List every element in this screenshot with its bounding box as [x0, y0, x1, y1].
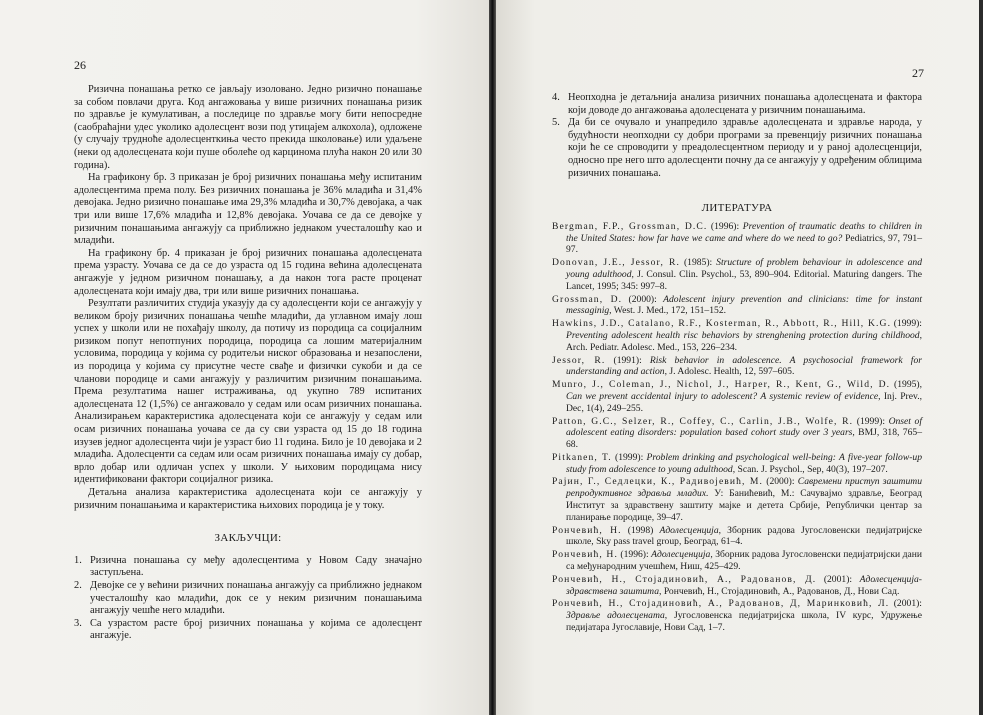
reference-source: , Зборник радова Југословенски педијатријске школе, Sky pass travel group, Београд, 61–4. — [566, 524, 922, 548]
reference-year: (1999): — [611, 451, 647, 463]
reference-item — [552, 221, 922, 256]
reference-year: (2000): — [622, 293, 664, 305]
reference-authors: Pitkanen, T. — [552, 451, 612, 463]
reference-item — [552, 525, 922, 549]
right-page-body — [552, 92, 922, 635]
paragraph: На графикону бр. 3 приказан је број ризичних понашања међу испитаним адолесцентима према полу. Без ризичних понашања је 36% младића и 31,4% девојака. Једно ризично понашање има 29,3% младића и 30,7% девојака, а чак три или више 17,6% младића и 12,8% девојака. Уочава се да се девојке у ризичним понашањима ангажују са приближно једнаком учесталошћу као и младићи. — [74, 172, 422, 247]
reference-year: (1999): — [853, 415, 889, 427]
reference-year: (2001): — [889, 598, 922, 610]
reference-source: , Рончевић, Н., Стојадиновић, А., Радованов, Д., Нови Сад. — [659, 585, 900, 597]
paragraph: Детаљна анализа карактеристика адолесцената који се ангажују у ризичним понашањима и карактеристика њихових породица је у току. — [74, 487, 422, 511]
reference-item — [552, 379, 922, 414]
reference-item — [552, 452, 922, 476]
reference-title: Structure of problem behaviour in adolescence and young adulthood — [566, 257, 922, 280]
reference-source: , West. J. Med., 172, 151–152. — [609, 305, 727, 317]
reference-authors: Bergman, F.P., Grossman, D.C. — [552, 220, 708, 232]
right-page — [496, 0, 983, 715]
list-number: 1. — [74, 554, 82, 566]
reference-source: Pediatrics, 97, 791–97. — [566, 232, 922, 256]
reference-authors: Grossman, D. — [552, 293, 623, 305]
conclusion-text: Неопходна је детаљнија анализа ризичних понашања адолесцената и фактора који доводе до ангажовања адолесцената у ризичним понашањима. — [568, 92, 922, 116]
reference-title: Problem drinking and psychological well-being: A five-year follow-up study from adolescence to young adulthood — [566, 451, 923, 475]
reference-authors: Рончевић, Н. — [552, 549, 618, 561]
conclusion-text: Са узрастом расте број ризичних понашања у којима се адолесцент ангажује. — [90, 617, 422, 642]
reference-authors: Рончевић, Н., Стојадиновић, А., Радованов, Д. — [552, 573, 817, 585]
reference-item — [552, 598, 922, 633]
reference-title: Адолесценција-здравствена заштита — [566, 573, 922, 597]
page-number: 27 — [912, 66, 924, 80]
reference-item — [552, 355, 922, 379]
conclusion-item — [552, 117, 922, 180]
reference-source: , Inj. Prev., Dec, 1(4), 249–255. — [566, 390, 922, 414]
reference-title: Prevention of traumatic deaths to children in the United States: how far have we came and where do we need to go? — [566, 220, 923, 244]
paragraph: Резултати различитих студија указују да су адолесценти који се ангажују у великом броју ризичних понашања чешће младићи, да углавном имају лош успех у школи или не похађају школу, да потичу из породица са социјалним ризиком попут непотпуних породица, породица са лошим материјалним условима, породица у којима су родитељи ниског образовања и незапослени, из породица у којима су присутне честе свађе и физички сукоби и да се чланови породице и сами ангажују у различитим ризичним понашањима. Према резултатима нашег истраживања, од укупно 789 испитаних адолесцената 12 (1,5%) се ангажовало у седам или осам ризичних понашања. Анализирањем карактеристика адолесцената који се ангажују у седам или осам ризичних понашања уочава се да су сви узраста од 15 до 18 година изузев једног адолесцента чији је узраст био 11 година. Било је 10 девојака и 2 младића. Адолесценти са седам или осам ризичних понашања имају су добар, врло добар или одличан успех у школи. У њиховим породицама нису идентификовани фактори социјалног ризика. — [74, 298, 422, 486]
left-page-body — [74, 84, 422, 643]
reference-source: , J. Adolesc. Health, 12, 597–605. — [664, 366, 795, 378]
reference-item — [552, 549, 922, 573]
list-number: 3. — [74, 617, 82, 629]
reference-item — [552, 257, 922, 292]
reference-title: Савремени приступ заштити репродуктивног здравља младих. — [566, 476, 922, 500]
reference-year: (1996): — [617, 549, 652, 561]
reference-authors: Рајин, Г., Седлецки, К., Радивојевић, М. — [552, 476, 764, 488]
book-gutter — [489, 0, 496, 715]
reference-item — [552, 318, 922, 353]
references-heading: ЛИТЕРАТУРА — [701, 202, 773, 215]
reference-year: (1998) — [621, 524, 660, 536]
reference-title: Risk behavior in adolescence. A psychosocial framework for understanding and action — [566, 354, 922, 378]
reference-authors: Hawkins, J.D., Catalano, R.F., Kosterman, R., Abbott, R., Hill, K.G. — [552, 318, 892, 330]
reference-year: (2001): — [816, 573, 860, 585]
reference-title: Адолесценција — [651, 549, 711, 561]
reference-authors: Munro, J., Coleman, J., Nichol, J., Harper, R., Kent, G., Wild, D. — [552, 379, 891, 391]
reference-title: Адолесценција — [659, 524, 719, 536]
left-page — [0, 0, 489, 715]
conclusions-list — [74, 555, 422, 643]
reference-authors: Рончевић, Н. — [552, 524, 622, 536]
reference-year: (1985): — [680, 257, 717, 269]
paragraph: На графикону бр. 4 приказан је број ризичних понашања адолесцената према узрасту. Уочава се да се до узраста од 15 година већина адолесцената ангажује у једном ризичном понашању, а да након тога расте проценат адолесцената који имају два, три или више ризичних понашања. — [74, 247, 422, 297]
conclusions-heading: ЗАКЉУЧЦИ: — [214, 532, 282, 545]
reference-year: (1995), — [890, 379, 923, 391]
conclusion-item — [74, 580, 422, 618]
reference-item — [552, 574, 922, 598]
reference-item — [552, 416, 922, 451]
reference-source: , Arch. Pediatr. Adolesc. Med., 153, 226–234. — [566, 329, 922, 353]
conclusion-item — [552, 92, 922, 117]
conclusion-text: Ризична понашања су међу адолесцентима у Новом Саду значајно заступљена. — [90, 554, 422, 579]
page-number: 26 — [74, 58, 86, 72]
reference-item — [552, 476, 922, 523]
reference-title: Preventing adolescent health risc behaviors by strenghening protection during childhood — [566, 329, 920, 341]
reference-year: (1999): — [891, 318, 922, 330]
reference-year: (1996): — [707, 220, 743, 232]
list-number: 5. — [552, 117, 560, 129]
conclusion-item — [74, 618, 422, 643]
reference-source: , Зборник радова Југословенски педијатријски дани са међународним учешћем, Ниш, 425–429. — [566, 549, 922, 573]
paragraph: Ризична понашања ретко се јављају изоловано. Једно ризично понашање за собом повлачи друга. Код ангажовања у више ризичних понашања ризик по здравље је кумулативан, а последице по здравље могу бити непосредне (саобраћајни удес уколико адолесцент вози под утицајем алкохола), одложене (у случају трудноће адолесценткиња често прекида школовање) или удаљене (неки од адолесцената који пуше оболеће од карцинома плућа након 20 или 30 година). — [74, 84, 422, 171]
reference-authors: Jessor, R. — [552, 354, 606, 366]
reference-source: , BMJ, 318, 765–68. — [566, 427, 922, 451]
reference-title: Здравље адолесцената — [566, 610, 665, 622]
reference-authors: Рончевић, Н., Стојадиновић, А., Радованов, Д, Маринковић, Л. — [552, 598, 890, 610]
reference-title: Adolescent injury prevention and clinicians: time for instant messaginig — [566, 293, 922, 317]
reference-source: , J. Consul. Clin. Psychol., 53, 890–904. Editorial. Maturing dangers. The Lancet, 1995; 345: 997–8. — [566, 268, 922, 292]
conclusions-list — [552, 92, 922, 180]
conclusion-text: Да би се очувало и унапредило здравље адолесцената и здравље народа, у будућности неопходни су добри програми за превенцију ризичних понашања који ће се спроводити у преадолесцентном периоду и у раној адолесценцији, односно пре него што адолесценти почну да се ангажују у одређеним облицима ризичних понашања. — [568, 117, 922, 179]
reference-source: , Југословенска педијатријска школа, IV курс, Удружење педијатара Југославије, Нови Сад, 1–7. — [566, 610, 922, 634]
reference-authors: Patton, G.C., Selzer, R., Coffey, C., Carlin, J.B., Wolfe, R. — [552, 415, 854, 427]
reference-year: (1991): — [605, 354, 650, 366]
reference-source: У: Банићевић, М.: Сачувајмо здравље, Београд Институт за здравствену заштиту мајке и детета Србије, Републички центар за планирање породице, 39–47. — [566, 488, 923, 523]
reference-year: (2000): — [763, 476, 798, 488]
page-edge — [979, 0, 983, 715]
list-number: 2. — [74, 579, 82, 591]
reference-title: Onset of adolescent eating disorders: population based cohort study over 3 years — [566, 415, 922, 439]
references-list — [552, 221, 922, 634]
reference-item — [552, 294, 922, 318]
reference-source: , Scan. J. Psychol., Sep, 40(3), 197–207. — [732, 463, 888, 475]
reference-authors: Donovan, J.E., Jessor, R. — [552, 257, 680, 269]
conclusion-item — [74, 555, 422, 580]
list-number: 4. — [552, 92, 560, 103]
conclusion-text: Девојке се у већини ризичних понашања ангажују са приближно једнаком учесталошћу као младићи, док се у неким ризичним понашањима ангажују чешће него младићи. — [90, 579, 422, 617]
reference-title: Can we prevent accidental injury to adolescent? A systemic review of evidence — [566, 390, 879, 402]
